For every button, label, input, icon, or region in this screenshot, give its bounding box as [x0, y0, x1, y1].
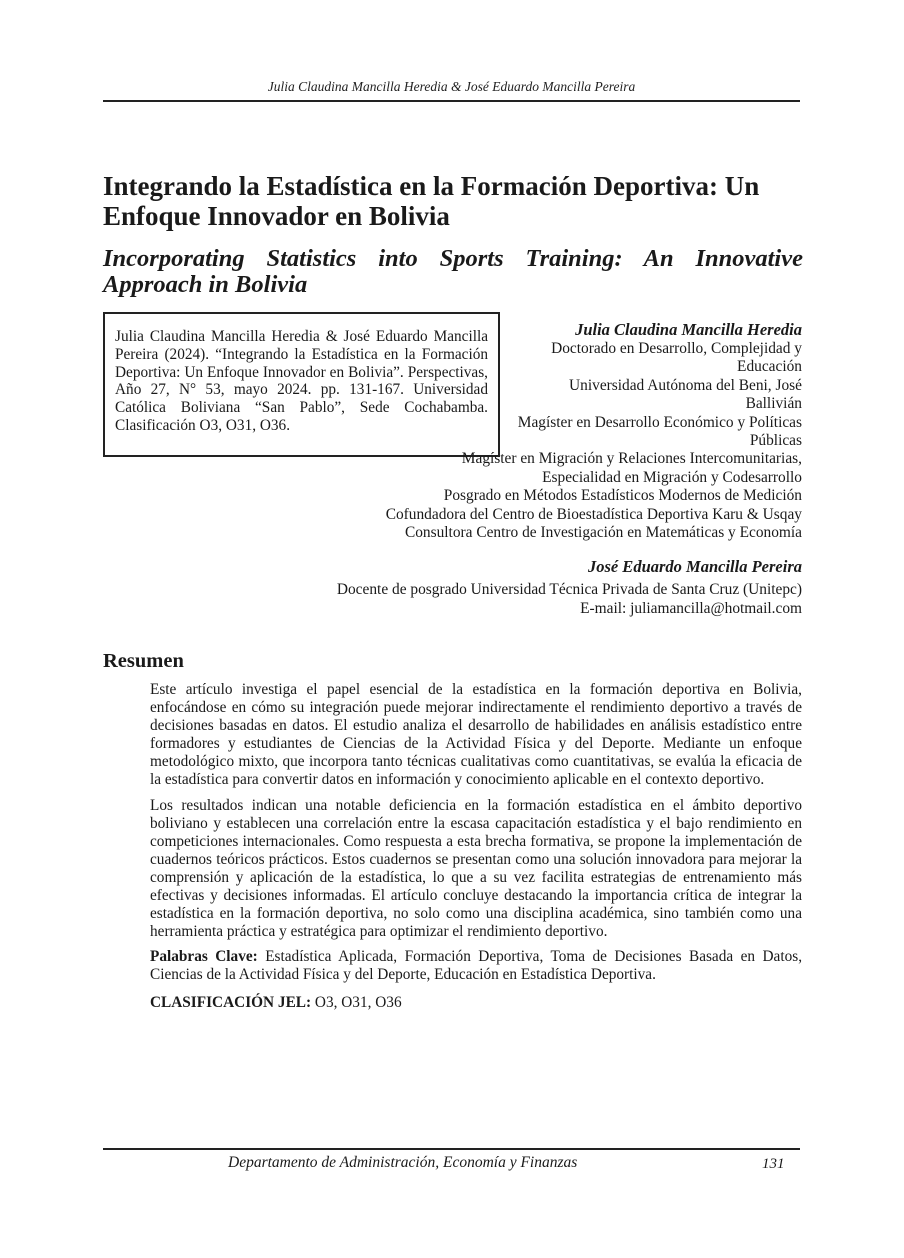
keywords-text: Estadística Aplicada, Formación Deportiva, Toma de Decisiones Basada en Datos, Ciencias de la Actividad Física y del Deporte, Educación en Estadística Deportiva.: [150, 948, 803, 984]
affiliation-line: Universidad Autónoma del Beni, José Ballivián: [569, 376, 802, 413]
keywords: [150, 948, 802, 984]
jel-label: CLASIFICACIÓN JEL:: [150, 993, 312, 1011]
author-name-2: José Eduardo Mancilla Pereira: [587, 557, 802, 577]
footer-divider: [103, 1148, 800, 1150]
affiliation-line: Doctorado en Desarrollo, Complejidad y Educación: [551, 340, 802, 376]
page-number: 131: [762, 1156, 785, 1172]
affiliation-line: Especialidad en Migración y Codesarrollo: [542, 468, 802, 486]
author-email: E-mail: juliamancilla@hotmail.com: [580, 599, 802, 617]
running-head: Julia Claudina Mancilla Heredia & José Eduardo Mancilla Pereira: [267, 79, 636, 94]
abstract-paragraph: Los resultados indican una notable deficiencia en la formación estadística en el ámbito deportivo boliviano y establecen una correlación entre la escasa capacitación estadística y el bajo rendimiento en competiciones internacionales. Como respuesta a esta brecha formativa, se propone la implementación de cuadernos teóricos prácticos. Estos cuadernos se presentan como una solución innovadora para mejorar la comprensión y aplicación de la estadística, lo que a su vez facilita estrategias de entrenamiento más efectivas y decisiones informadas. El artículo concluye destacando la importancia crítica de integrar la estadística en la formación deportiva, no solo como una disciplina académica, sino también como una herramienta práctica y estratégica para optimizar el rendimiento deportivo.: [150, 796, 802, 941]
article-title-spanish: Integrando la Estadística en la Formación Deportiva: Un Enfoque Innovador en Bolivia: [103, 171, 760, 231]
jel-classification: [150, 994, 802, 1012]
keywords-label: Palabras Clave:: [150, 948, 258, 966]
affiliation-line: Magíster en Desarrollo Económico y Políticas Públicas: [517, 413, 802, 450]
article-title-english: Incorporating Statistics into Sports Training: An Innovative Approach in Bolivia: [103, 245, 803, 298]
jel-codes: O3, O31, O36: [314, 993, 402, 1011]
abstract-paragraph: Este artículo investiga el papel esencial de la estadística en la formación deportiva en Bolivia, enfocándose en cómo su integración puede mejorar indirectamente el rendimiento deportivo a través de decisiones basadas en datos. El estudio analiza el desarrollo de habilidades en análisis estadístico entre formadores y estudiantes de Ciencias de la Actividad Física y del Deporte. Mediante un enfoque metodológico mixto, que incorpora tanto técnicas cualitativas como cuantitativas, se evalúa la eficacia de la estadística para convertir datos en información y conocimiento aplicable en el contexto deportivo.: [150, 681, 802, 789]
author-1-affiliations-secondary: [290, 450, 802, 542]
section-heading-resumen: Resumen: [103, 650, 184, 672]
affiliation-line: Cofundadora del Centro de Bioestadística Deportiva Karu & Usqay: [385, 505, 802, 523]
affiliation-line: Docente de posgrado Universidad Técnica Privada de Santa Cruz (Unitepc): [336, 581, 802, 599]
author-2-affiliations: [290, 581, 802, 618]
affiliation-line: Magíster en Migración y Relaciones Intercomunitarias,: [461, 450, 802, 468]
header-divider: [103, 100, 800, 102]
author-block: [290, 320, 802, 618]
affiliation-line: Posgrado en Métodos Estadísticos Modernos de Medición: [443, 487, 802, 505]
author-1-affiliations-primary: [510, 340, 802, 450]
affiliation-line: Consultora Centro de Investigación en Matemáticas y Economía: [404, 524, 802, 542]
author-name-1: Julia Claudina Mancilla Heredia: [575, 320, 802, 339]
abstract-body: [150, 681, 802, 1019]
footer-journal: Departamento de Administración, Economía y Finanzas: [228, 1154, 578, 1171]
citation-box: Julia Claudina Mancilla Heredia & José Eduardo Mancilla Pereira (2024). “Integrando la Estadística en la Formación Deportiva: Un Enfoque Innovador en Bolivia”. Perspectivas, Año 27, N° 53, mayo 2024. pp. 131-167. Universidad Católica Boliviana “San Pablo”, Sede Cochabamba. Clasificación O3, O31, O36.: [103, 312, 500, 457]
